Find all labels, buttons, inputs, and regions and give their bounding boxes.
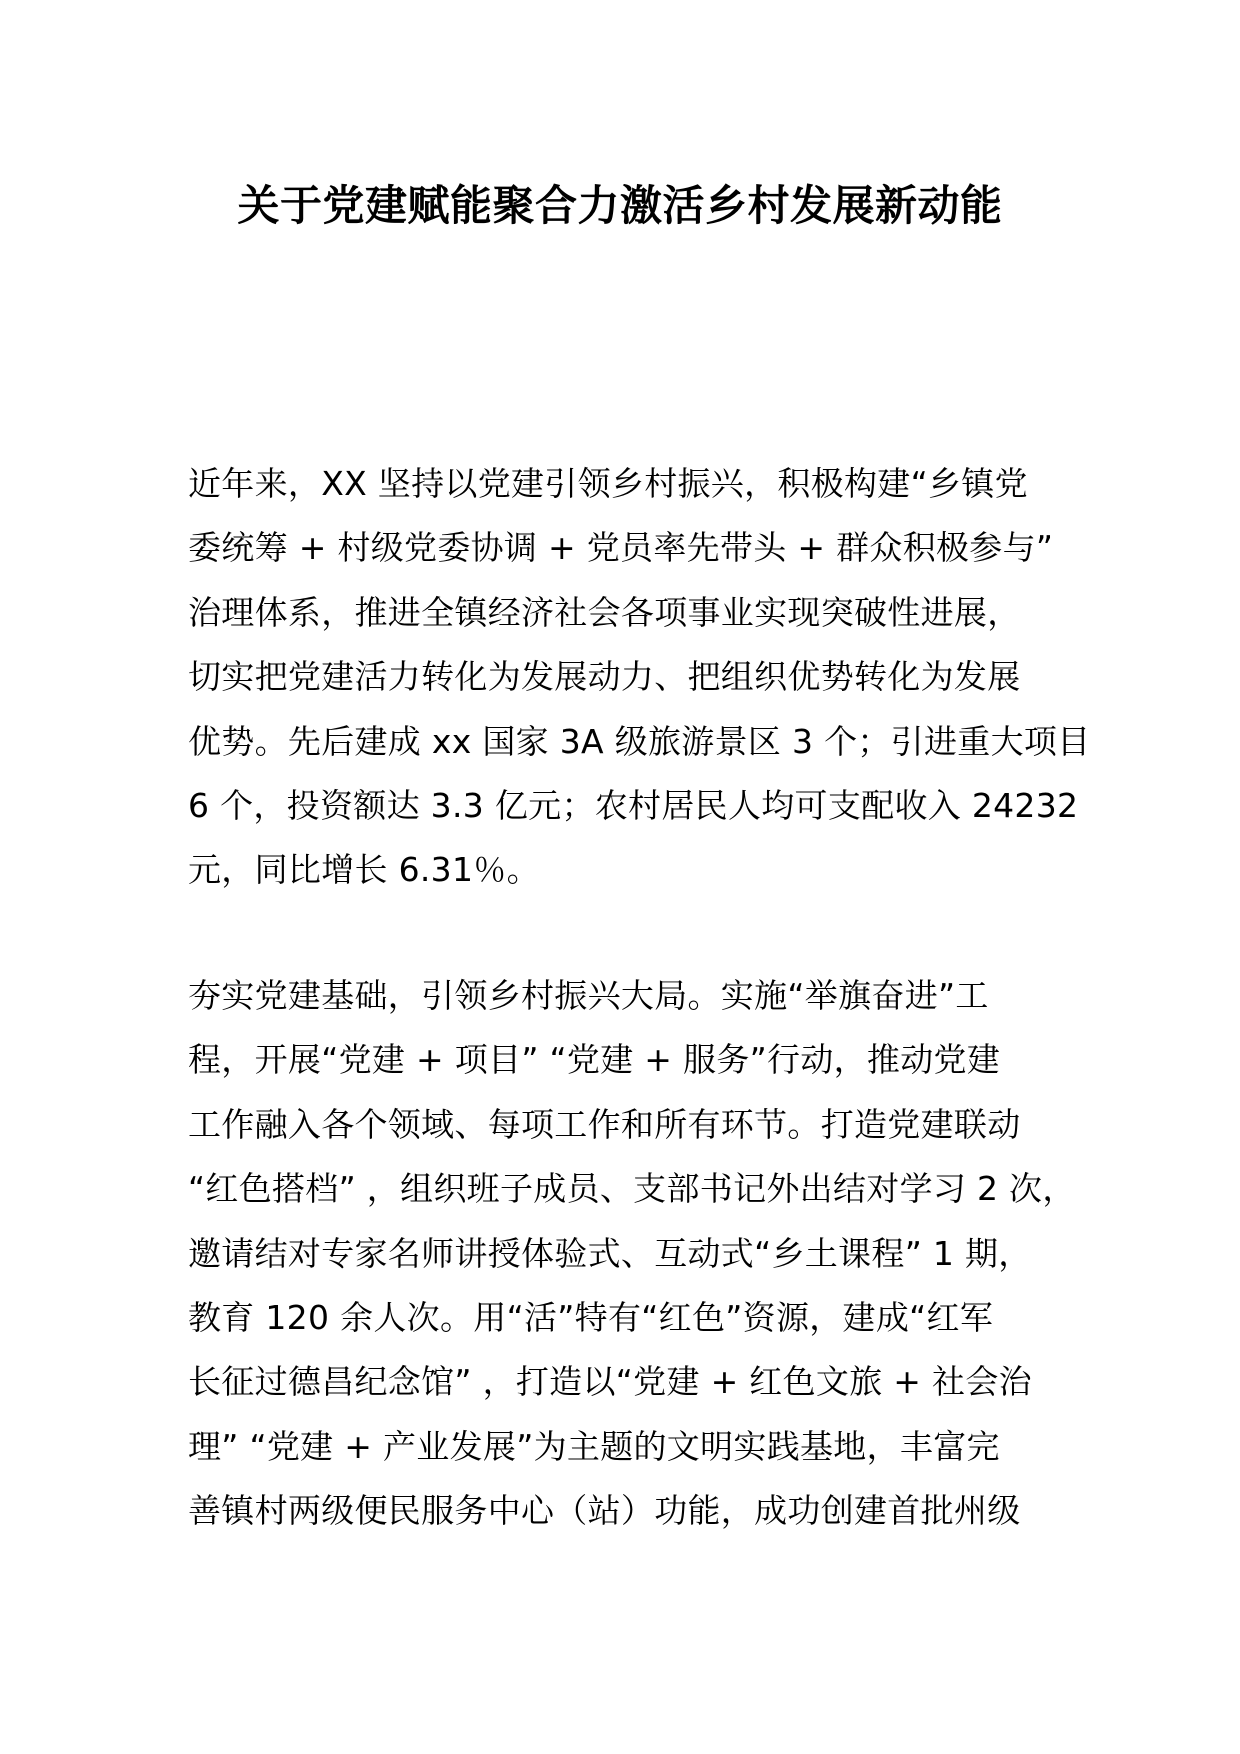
paragraph-intro (188, 452, 1091, 903)
paragraph-line: 善镇村两级便民服务中心（站）功能，成功创建首批州级 (188, 1491, 1021, 1531)
paragraph-line: 夯实党建基础，引领乡村振兴大局。实施“举旗奋进”工 (188, 976, 989, 1015)
paragraph-line: “红色搭档” ，组织班子成员、支部书记外出结对学习 2 次， (188, 1169, 1076, 1209)
paragraph-line: 近年来，XX 坚持以党建引领乡村振兴，积极构建“乡镇党 (188, 464, 1028, 503)
paragraph-line: 6 个，投资额达 3.3 亿元；农村居民人均可支配收入 24232 (188, 785, 1079, 825)
paragraph-line: 理” “党建 + 产业发展”为主题的文明实践基地，丰富完 (188, 1426, 1000, 1466)
paragraph-line: 长征过德昌纪念馆” ，打造以“党建 + 红色文旅 + 社会治 (188, 1362, 1032, 1402)
paragraph-line: 优势。先后建成 xx 国家 3A 级旅游景区 3 个；引进重大项目 (188, 721, 1091, 761)
document-title: 关于党建赋能聚合力激活乡村发展新动能 (237, 181, 1003, 230)
paragraph-line: 工作融入各个领域、每项工作和所有环节。打造党建联动 (188, 1104, 1021, 1144)
paragraph-party-foundation (188, 964, 1076, 1544)
paragraph-line: 治理体系，推进全镇经济社会各项事业实现突破性进展， (188, 592, 1021, 632)
paragraph-line: 切实把党建活力转化为发展动力、把组织优势转化为发展 (188, 657, 1021, 697)
paragraph-line: 元，同比增长 6.31％。 (188, 850, 540, 890)
paragraph-line: 程，开展“党建 + 项目” “党建 + 服务”行动，推动党建 (188, 1040, 1001, 1080)
paragraph-line: 邀请结对专家名师讲授体验式、互动式“乡土课程” 1 期， (188, 1233, 1032, 1273)
paragraph-line: 教育 120 余人次。用“活”特有“红色”资源，建成“红军 (188, 1297, 994, 1337)
paragraph-line: 委统筹 + 村级党委协调 + 党员率先带头 + 群众积极参与” (188, 528, 1054, 568)
